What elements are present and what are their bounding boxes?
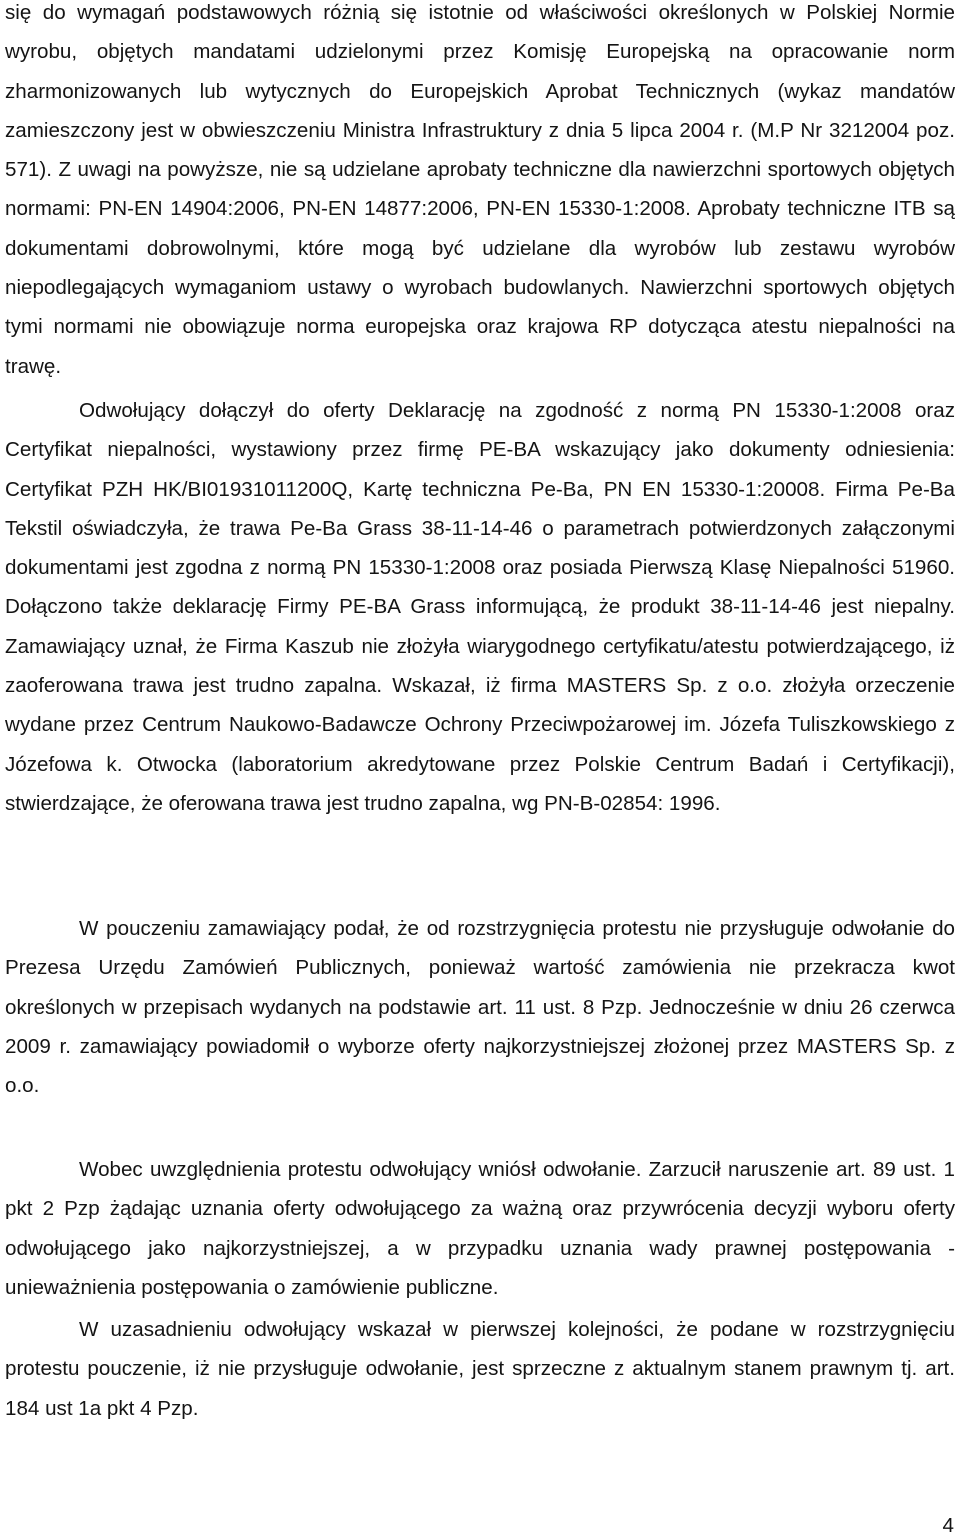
paragraph-3: W pouczeniu zamawiający podał, że od rozstrzygnięcia protestu nie przysługuje odwołanie do Prezesa Urzędu Zamówień Publicznych, ponieważ wartość zamówienia nie przekracza kwot określonych w przepisach wydanych na podstawie art. 11 ust. 8 Pzp. Jednocześnie w dniu 26 czerwca 2009 r. zamawiający powiadomił o wyborze oferty najkorzystniejszej złożonej przez MASTERS Sp. z o.o. xyxy=(5,917,955,1098)
paragraph-2: Odwołujący dołączył do oferty Deklarację na zgodność z normą PN 15330-1:2008 oraz Certyfikat niepalności, wystawiony przez firmę PE-BA wskazujący jako dokumenty odniesienia: Certyfikat PZH HK/BI01931011200Q, Kartę techniczna Pe-Ba, PN EN 15330-1:20008. Firma Pe-Ba Tekstil oświadczyła, że trawa Pe-Ba Grass 38-11-14-46 o parametrach potwierdzonych załączonymi dokumentami jest zgodna z normą PN 15330-1:2008 oraz posiada Pierwszą Klasę Niepalności 51960. Dołączono także deklarację Firmy PE-BA Grass informującą, że produkt 38-11-14-46 jest niepalny. Zamawiający uznał, że Firma Kaszub nie złożyła wiarygodnego certyfikatu/atestu potwierdzającego, iż zaoferowana trawa jest trudno zapalna. Wskazał, iż firma MASTERS Sp. z o.o. złożyła orzeczenie wydane przez Centrum Naukowo-Badawcze Ochrony Przeciwpożarowej im. Józefa Tuliszkowskiego z Józefowa k. Otwocka (laboratorium akredytowane przez Polskie Centrum Badań i Certyfikacji), stwierdzające, że oferowana trawa jest trudno zapalna, wg PN-B-02854: 1996. xyxy=(5,399,955,815)
page-number: 4 xyxy=(942,1514,954,1537)
paragraph-5: W uzasadnieniu odwołujący wskazał w pierwszej kolejności, że podane w rozstrzygnięciu protestu pouczenie, iż nie przysługuje odwołanie, jest sprzeczne z aktualnym stanem prawnym tj. art. 184 ust 1a pkt 4 Pzp. xyxy=(5,1318,955,1420)
paragraph-4: Wobec uwzględnienia protestu odwołujący wniósł odwołanie. Zarzucił naruszenie art. 89 ust. 1 pkt 2 Pzp żądając uznania oferty odwołującego za ważną oraz przywrócenia decyzji wyboru oferty odwołującego jako najkorzystniejszej, a w przypadku uznania wady prawnej postępowania - unieważnienia postępowania o zamówienie publiczne. xyxy=(5,1158,955,1299)
paragraph-1: się do wymagań podstawowych różnią się istotnie od właściwości określonych w Polskiej Normie wyrobu, objętych mandatami udzielonymi przez Komisję Europejską na opracowanie norm zharmonizowanych lub wytycznych do Europejskich Aprobat Technicznych (wykaz mandatów zamieszczony jest w obwieszczeniu Ministra Infrastruktury z dnia 5 lipca 2004 r. (M.P Nr 3212004 poz. 571). Z uwagi na powyższe, nie są udzielane aprobaty techniczne dla nawierzchni sportowych objętych normami: PN-EN 14904:2006, PN-EN 14877:2006, PN-EN 15330-1:2008. Aprobaty techniczne ITB są dokumentami dobrowolnymi, które mogą być udzielane dla wyrobów lub zestawu wyrobów niepodlegających wymaganiom ustawy o wyrobach budowlanych. Nawierzchni sportowych objętych tymi normami nie obowiązuje norma europejska oraz krajowa RP dotycząca atestu niepalności na trawę. xyxy=(5,1,955,378)
